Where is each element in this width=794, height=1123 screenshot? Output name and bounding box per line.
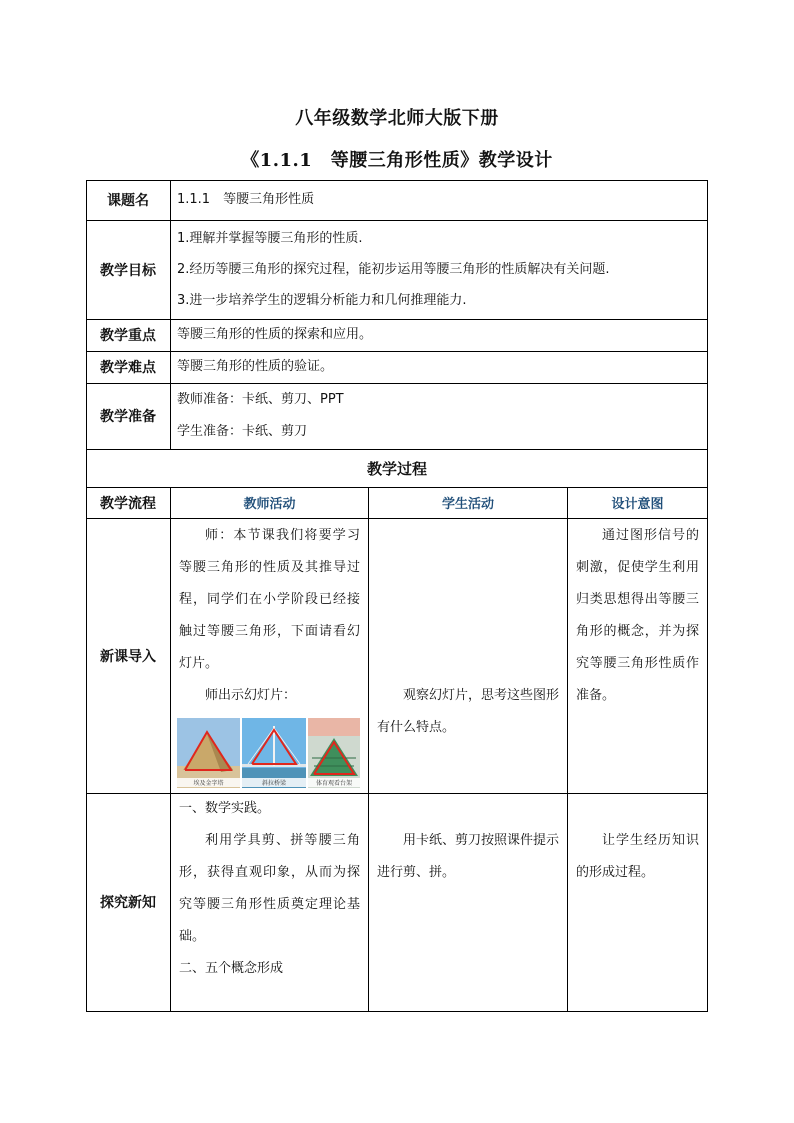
- photo-caption-stands: 体育观看台架: [308, 778, 360, 787]
- topic-label: 课题名: [107, 193, 149, 209]
- lesson-plan-table: [86, 180, 708, 1012]
- difficulty-label: 教学难点: [100, 360, 156, 376]
- prep-teacher: 教师准备：卡纸、剪刀、PPT: [177, 392, 344, 407]
- explore-student-text: 用卡纸、剪刀按照课件提示进行剪、拼。: [377, 833, 560, 880]
- intro-teacher-para-1: 师：本节课我们将要学习等腰三角形的性质及其推导过程，同学们在小学阶段已经接触过等腰三角形，下面请看幻灯片。: [179, 528, 360, 671]
- process-title: 教学过程: [366, 459, 427, 478]
- intro-student-text: 观察幻灯片，思考这些图形有什么特点。: [377, 688, 560, 735]
- goal-item-3: 3.进一步培养学生的逻辑分析能力和几何推理能力.: [177, 293, 467, 308]
- key-label: 教学重点: [100, 328, 156, 344]
- prep-label: 教学准备: [100, 409, 156, 425]
- column-header-teacher: 教师活动: [243, 497, 296, 512]
- explore-teacher-text: [171, 793, 368, 985]
- table-border-right: [707, 180, 708, 1012]
- row-divider: [86, 518, 708, 519]
- intro-teacher-para-2: 师出示幻灯片：: [205, 688, 297, 703]
- explore-design-text: 让学生经历知识的形成过程。: [576, 833, 699, 880]
- goal-item-2: 2.经历等腰三角形的探究过程，能初步运用等腰三角形的性质解决有关问题.: [177, 262, 610, 277]
- column-header-design: 设计意图: [611, 497, 664, 512]
- table-border-top: [86, 180, 708, 181]
- stage-intro: 新课导入: [100, 648, 156, 665]
- explore-heading-2: 二、五个概念形成: [179, 961, 284, 976]
- difficulty-value: 等腰三角形的性质的验证。: [177, 359, 334, 374]
- intro-design-text: 通过图形信号的刺激，促使学生利用归类思想得出等腰三角形的概念，并为探究等腰三角形性质作准备。: [576, 528, 699, 703]
- column-divider: [368, 487, 369, 1012]
- goals-label: 教学目标: [100, 262, 156, 279]
- photo-caption-bridge: 斜拉桥梁: [242, 778, 306, 787]
- photo-caption-pyramid: 埃及金字塔: [177, 778, 240, 787]
- explore-teacher-para: 利用学具剪、拼等腰三角形，获得直观印象，从而为探究等腰三角形性质奠定理论基础。: [179, 833, 360, 944]
- goal-item-1: 1.理解并掌握等腰三角形的性质.: [177, 231, 363, 246]
- column-header-flow: 教学流程: [100, 495, 156, 512]
- photo-bridge: [242, 718, 306, 788]
- key-value: 等腰三角形的性质的探索和应用。: [177, 327, 373, 342]
- intro-teacher-text: [171, 520, 368, 712]
- document-title: 八年级数学北师大版下册: [295, 108, 499, 129]
- intro-slide-photos: [177, 718, 360, 788]
- topic-value: 1.1.1 等腰三角形性质: [177, 192, 315, 207]
- table-border-bottom: [86, 1011, 708, 1012]
- document-subtitle: 《1.1.1 等腰三角形性质》教学设计: [241, 150, 553, 171]
- explore-heading-1: 一、数学实践。: [179, 801, 271, 816]
- photo-stands: [308, 718, 360, 788]
- row-divider: [86, 220, 708, 221]
- stage-explore: 探究新知: [100, 895, 156, 911]
- photo-pyramid: [177, 718, 240, 788]
- column-header-student: 学生活动: [441, 497, 494, 512]
- prep-student: 学生准备：卡纸、剪刀: [177, 424, 308, 439]
